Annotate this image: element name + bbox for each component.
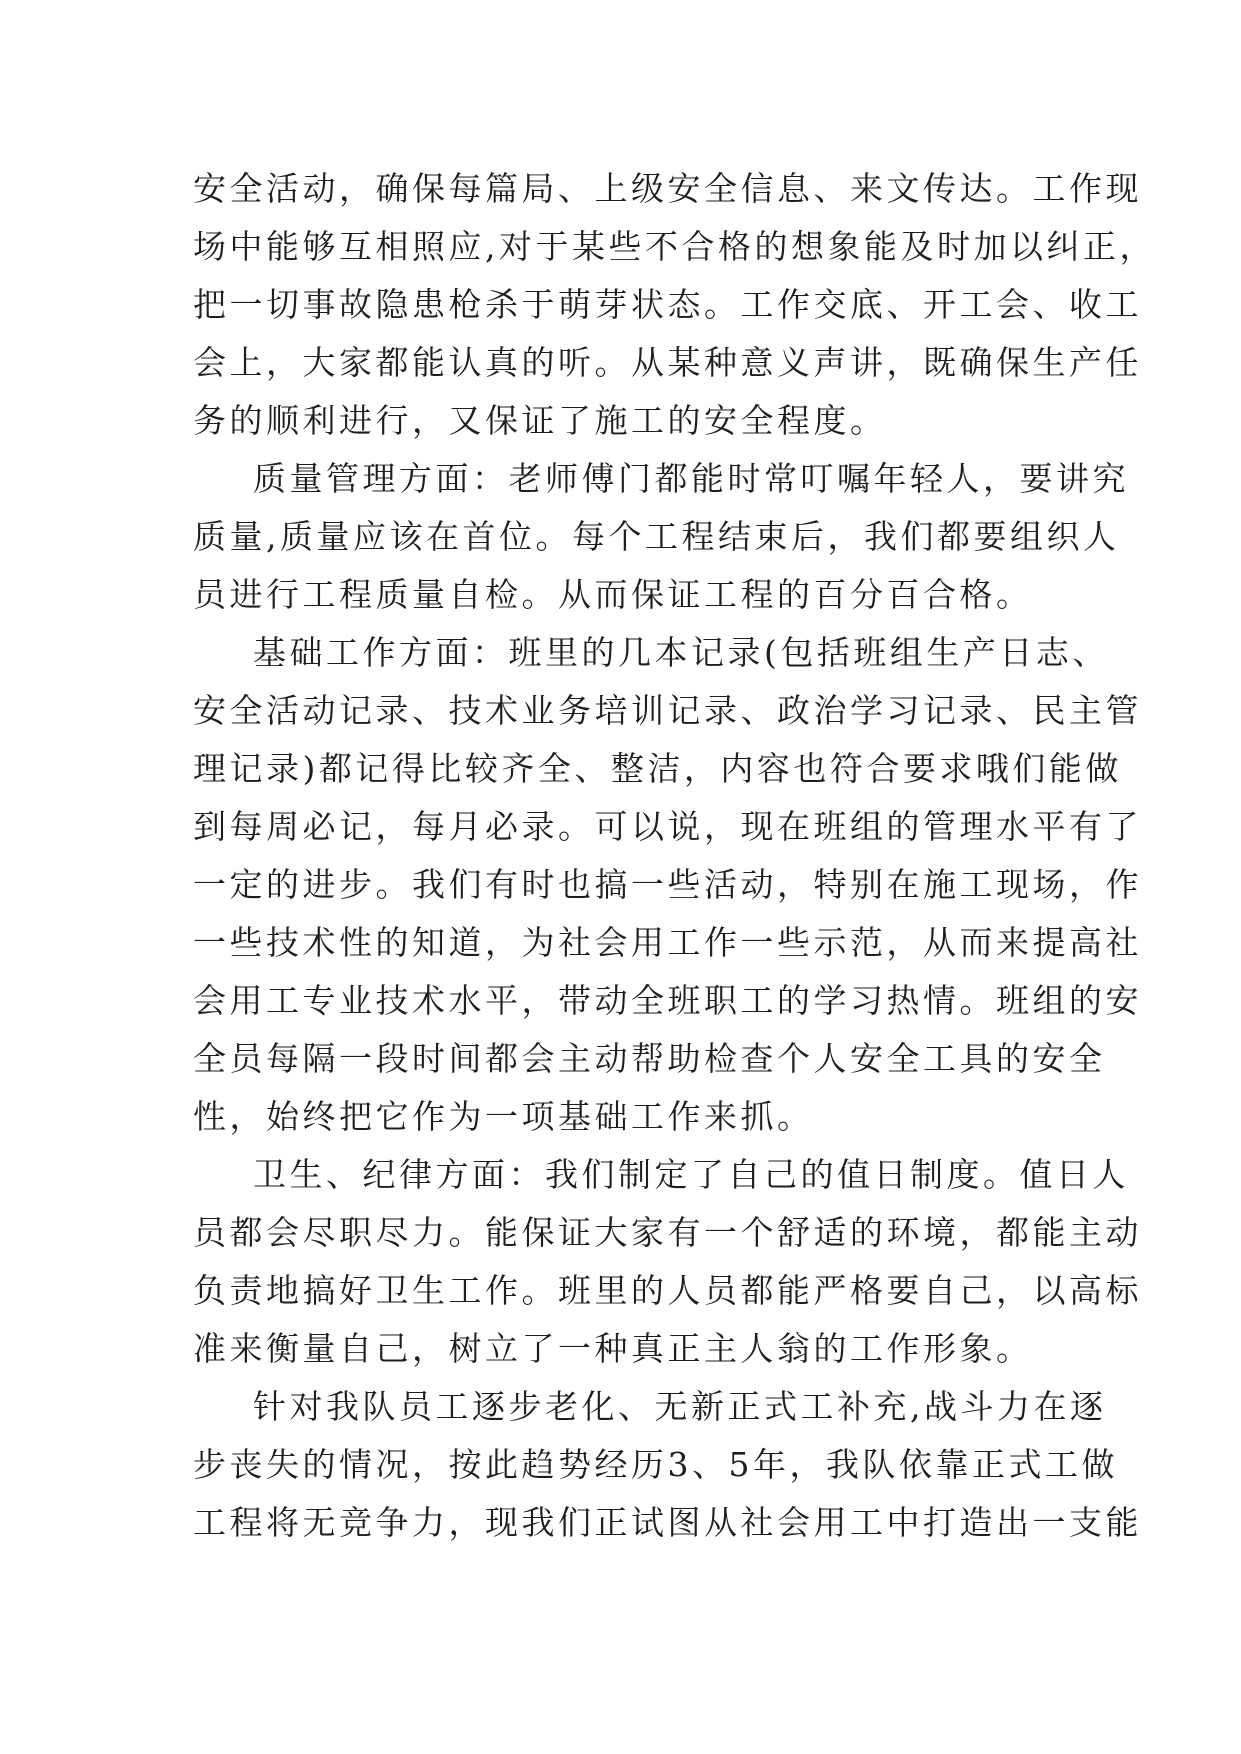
text-line: 全员每隔一段时间都会主动帮助检查个人安全工具的安全 — [193, 1039, 1106, 1078]
text-line: 理记录)都记得比较齐全、整洁，内容也符合要求哦们能做 — [193, 749, 1122, 788]
text-line: 务的顺利进行，又保证了施工的安全程度。 — [193, 401, 887, 440]
text-line: 卫生、纪律方面：我们制定了自己的值日制度。值日人 — [253, 1155, 1129, 1194]
text-line: 性，始终把它作为一项基础工作来抓。 — [193, 1097, 814, 1136]
text-line: 会用工专业技术水平，带动全班职工的学习热情。班组的安 — [193, 981, 1142, 1020]
text-line: 质量,质量应该在首位。每个工程结束后，我们都要组织人 — [193, 517, 1120, 556]
text-line: 基础工作方面：班里的几本记录(包括班组生产日志、 — [253, 633, 1109, 672]
text-line: 一定的进步。我们有时也搞一些活动，特别在施工现场，作 — [193, 865, 1142, 904]
text-line: 步丧失的情况，按此趋势经历3、5年，我队依靠正式工做 — [193, 1445, 1118, 1484]
text-line: 一些技术性的知道，为社会用工作一些示范，从而来提高社 — [193, 923, 1142, 962]
text-line: 到每周必记，每月必录。可以说，现在班组的管理水平有了 — [193, 807, 1142, 846]
text-line: 安全活动记录、技术业务培训记录、政治学习记录、民主管 — [193, 691, 1142, 730]
text-line: 安全活动，确保每篇局、上级安全信息、来文传达。工作现 — [193, 169, 1142, 208]
text-line: 负责地搞好卫生工作。班里的人员都能严格要自己，以高标 — [193, 1271, 1142, 1310]
text-line: 把一切事故隐患枪杀于萌芽状态。工作交底、开工会、收工 — [193, 285, 1142, 324]
text-line: 会上，大家都能认真的听。从某种意义声讲，既确保生产任 — [193, 343, 1142, 382]
text-line: 准来衡量自己，树立了一种真正主人翁的工作形象。 — [193, 1329, 1033, 1368]
text-line: 工程将无竞争力，现我们正试图从社会用工中打造出一支能 — [193, 1503, 1142, 1542]
text-line: 针对我队员工逐步老化、无新正式工补充,战斗力在逐 — [253, 1387, 1107, 1426]
text-line: 场中能够互相照应,对于某些不合格的想象能及时加以纠正， — [193, 227, 1156, 266]
text-line: 员进行工程质量自检。从而保证工程的百分百合格。 — [193, 575, 1033, 614]
text-line: 质量管理方面：老师傅门都能时常叮嘱年轻人，要讲究 — [253, 459, 1129, 498]
text-line: 员都会尽职尽力。能保证大家有一个舒适的环境，都能主动 — [193, 1213, 1142, 1252]
body-text — [193, 160, 1156, 1552]
